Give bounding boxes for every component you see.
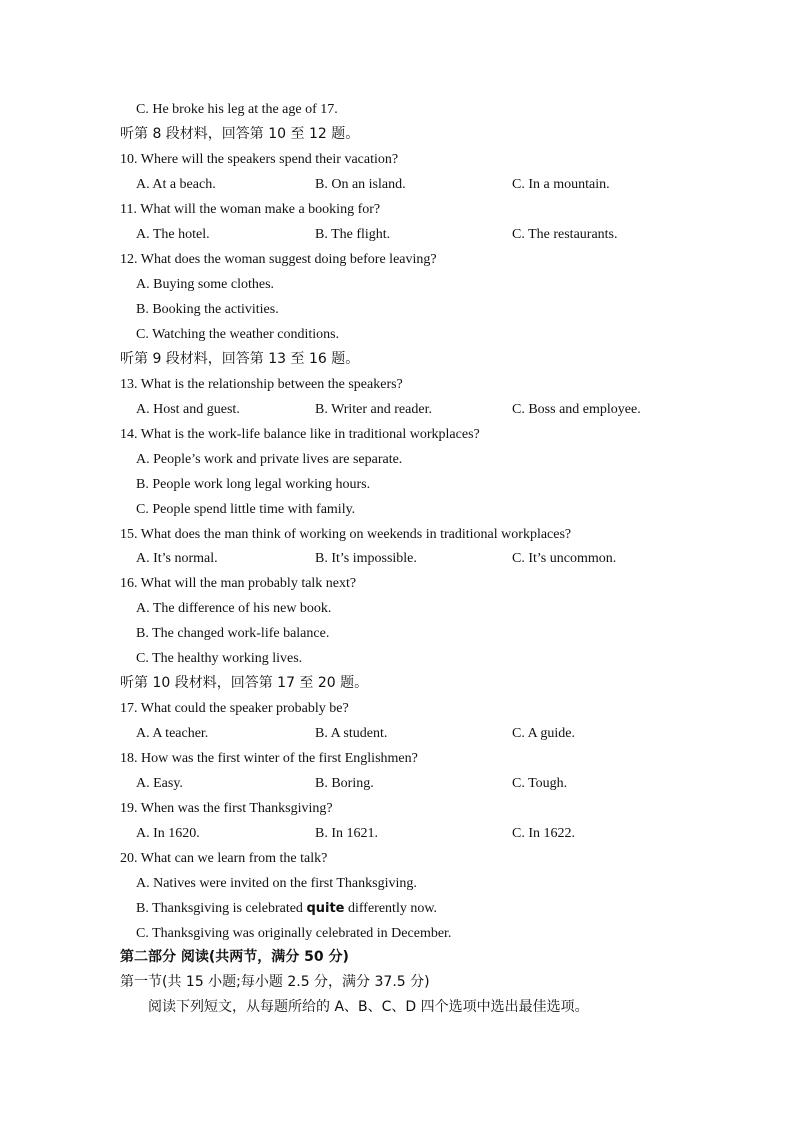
q20-option-b-emphasis: quite <box>306 901 345 916</box>
q10-option-a: A. At a beach. <box>136 177 216 192</box>
q13-option-b: B. Writer and reader. <box>315 402 432 417</box>
q15-option-c: C. It’s uncommon. <box>512 551 617 566</box>
q14-option-b: B. People work long legal working hours. <box>136 477 371 492</box>
q10-option-b: B. On an island. <box>315 177 406 192</box>
q15-option-a: A. It’s normal. <box>136 551 218 566</box>
part-2-heading: 第二部分 阅读(共两节，满分 50 分) <box>120 949 349 965</box>
q19-option-a: A. In 1620. <box>136 826 200 841</box>
question-20: 20. What can we learn from the talk? <box>120 851 328 866</box>
part-2-section-1-heading: 第一节(共 15 小题;每小题 2.5 分，满分 37.5 分) <box>120 974 430 990</box>
question-11: 11. What will the woman make a booking for? <box>120 202 381 217</box>
q15-option-b: B. It’s impossible. <box>315 551 417 566</box>
question-15: 15. What does the man think of working on weekends in traditional workplaces? <box>120 527 572 542</box>
q13-option-c: C. Boss and employee. <box>512 402 641 417</box>
q11-option-b: B. The flight. <box>315 227 391 242</box>
q20-option-b-start: B. Thanksgiving is celebrated <box>136 901 307 916</box>
q16-option-b: B. The changed work-life balance. <box>136 626 330 641</box>
q19-option-c: C. In 1622. <box>512 826 575 841</box>
q16-option-c: C. The healthy working lives. <box>136 651 303 666</box>
q16-option-a: A. The difference of his new book. <box>136 601 332 616</box>
q20-option-b-end: differently now. <box>344 901 438 916</box>
q20-option-a: A. Natives were invited on the first Thanksgiving. <box>136 876 417 891</box>
question-19: 19. When was the first Thanksgiving? <box>120 801 333 816</box>
section-10-instruction: 听第 10 段材料，回答第 17 至 20 题。 <box>120 675 369 691</box>
question-14: 14. What is the work-life balance like in traditional workplaces? <box>120 427 480 442</box>
section-9-instruction: 听第 9 段材料，回答第 13 至 16 题。 <box>120 351 360 367</box>
reading-instruction: 阅读下列短文，从每题所给的 A、B、C、D 四个选项中选出最佳选项。 <box>148 999 589 1015</box>
q12-option-c: C. Watching the weather conditions. <box>136 327 340 342</box>
q17-option-b: B. A student. <box>315 726 388 741</box>
question-10: 10. Where will the speakers spend their vacation? <box>120 152 399 167</box>
q11-option-c: C. The restaurants. <box>512 227 618 242</box>
q12-option-a: A. Buying some clothes. <box>136 277 275 292</box>
question-12: 12. What does the woman suggest doing before leaving? <box>120 252 437 267</box>
question-16: 16. What will the man probably talk next? <box>120 576 357 591</box>
q14-option-c: C. People spend little time with family. <box>136 502 356 517</box>
q9-option-c: C. He broke his leg at the age of 17. <box>136 102 338 117</box>
q14-option-a: A. People’s work and private lives are separate. <box>136 452 403 467</box>
q11-option-a: A. The hotel. <box>136 227 210 242</box>
q18-option-b: B. Boring. <box>315 776 374 791</box>
question-17: 17. What could the speaker probably be? <box>120 701 349 716</box>
q12-option-b: B. Booking the activities. <box>136 302 279 317</box>
section-8-instruction: 听第 8 段材料，回答第 10 至 12 题。 <box>120 126 360 142</box>
q19-option-b: B. In 1621. <box>315 826 378 841</box>
q17-option-c: C. A guide. <box>512 726 576 741</box>
q17-option-a: A. A teacher. <box>136 726 209 741</box>
q13-option-a: A. Host and guest. <box>136 402 240 417</box>
q20-option-b <box>136 900 437 918</box>
question-18: 18. How was the first winter of the first Englishmen? <box>120 751 418 766</box>
q10-option-c: C. In a mountain. <box>512 177 610 192</box>
q20-option-c: C. Thanksgiving was originally celebrated in December. <box>136 926 452 941</box>
q18-option-a: A. Easy. <box>136 776 183 791</box>
q18-option-c: C. Tough. <box>512 776 568 791</box>
question-13: 13. What is the relationship between the speakers? <box>120 377 403 392</box>
